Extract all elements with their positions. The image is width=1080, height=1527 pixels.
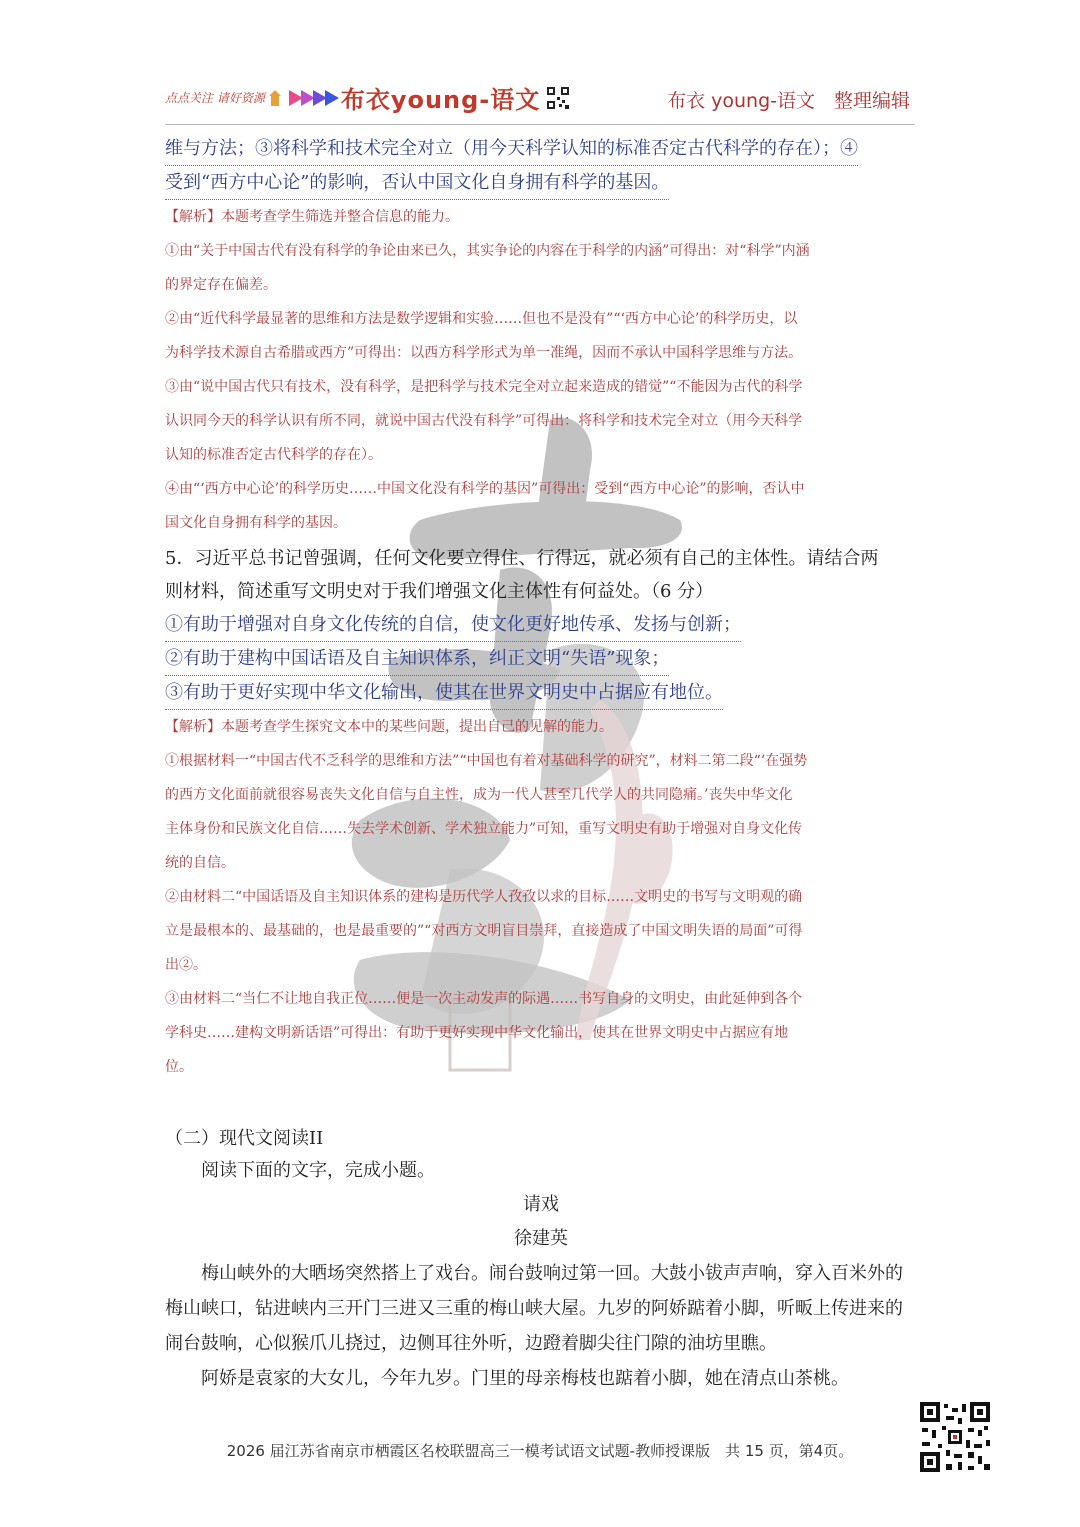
qr-code-icon — [546, 86, 570, 110]
qr-code-icon — [918, 1400, 992, 1474]
brand-logo: 布衣young-语文 — [340, 86, 541, 114]
story-title: 请戏 — [523, 1194, 559, 1215]
answer-line: ②有助于建构中国话语及自主知识体系，纠正文明“失语”现象； — [165, 642, 669, 676]
section-instruction: 阅读下面的文字，完成小题。 — [201, 1160, 435, 1181]
analysis-line: 主体身份和民族文化自信……失去学术创新、学术独立能力”可知，重写文明史有助于增强对自身文化传 — [165, 821, 803, 837]
analysis-line: ①根据材料一“中国古代不乏科学的思维和方法”“中国也有着对基础科学的研究”，材料二第二段“‘在强势 — [165, 753, 808, 769]
story-author: 徐建英 — [514, 1228, 568, 1249]
answer-q5 — [165, 608, 917, 710]
header-editor-credit: 布衣 young-语文 整理编辑 — [667, 90, 910, 112]
analysis-line: 认知的标准否定古代科学的存在）。 — [165, 447, 382, 463]
analysis-line: ①由“关于中国古代有没有科学的争论由来已久，其实争论的内容在于科学的内涵”可得出：对“科学”内涵 — [165, 243, 810, 259]
analysis-line: 学科史……建构文明新话语”可得出：有助于更好实现中华文化输出，使其在世界文明史中占据应有地 — [165, 1025, 789, 1041]
analysis-q5 — [165, 710, 917, 1084]
follow-text: 点点关注 请好资源 — [165, 91, 265, 105]
analysis-line: 立是最根本的、最基础的，也是最重要的”“对西方文明盲目崇拜，直接造成了中国文明失语的局面”可得 — [165, 923, 803, 939]
question-5 — [165, 542, 917, 608]
analysis-line: ③由材料二“当仁不让地自我正位……便是一次主动发声的际遇……书写自身的文明史，由此延伸到各个 — [165, 991, 803, 1007]
page-header — [165, 80, 925, 124]
analysis-line: 认识同今天的科学认识有所不同，就说中国古代没有科学”可得出：将科学和技术完全对立（用今天科学 — [165, 413, 803, 429]
analysis-q4 — [165, 200, 917, 540]
answer-line: 受到“西方中心论”的影响，否认中国文化自身拥有科学的基因。 — [165, 166, 669, 200]
answer-line: ①有助于增强对自身文化传统的自信，使文化更好地传承、发扬与创新； — [165, 608, 741, 642]
analysis-line: ④由“‘西方中心论’的科学历史……中国文化没有科学的基因”可得出：受到“西方中心论”的影响，否认中 — [165, 481, 805, 497]
analysis-line: 国文化自身拥有科学的基因。 — [165, 515, 347, 531]
page-content — [165, 132, 917, 1084]
page-footer: 2026 届江苏省南京市栖霞区名校联盟高三一模考试语文试题-教师授课版 共 15 页，第4页。 — [226, 1442, 854, 1460]
analysis-heading: 【解析】本题考查学生探究文本中的某些问题，提出自己的见解的能力。 — [165, 719, 613, 735]
analysis-line: ②由材料二“中国话语及自主知识体系的建构是历代学人孜孜以求的目标……文明史的书写与文明观的确 — [165, 889, 803, 905]
reading-section-2 — [165, 1124, 917, 1396]
analysis-line: ③由“说中国古代只有技术，没有科学，是把科学与技术完全对立起来造成的错觉”“不能因为古代的科学 — [165, 379, 803, 395]
answer-q4 — [165, 132, 917, 200]
analysis-line: 的西方文化面前就很容易丧失文化自信与自主性，成为一代人甚至几代学人的共同隐痛。’丧失中华文化 — [165, 787, 793, 803]
house-icon — [268, 89, 282, 107]
answer-line: ③有助于更好实现中华文化输出，使其在世界文明史中占据应有地位。 — [165, 676, 723, 710]
analysis-line: 统的自信。 — [165, 855, 235, 871]
question-line: 则材料，简述重写文明史对于我们增强文化主体性有何益处。（6 分） — [165, 581, 714, 602]
analysis-line: 为科学技术源自古希腊或西方”可得出：以西方科学形式为单一准绳，因而不承认中国科学思维与方法。 — [165, 345, 803, 361]
header-brand — [165, 80, 570, 115]
arrow-icon — [289, 90, 337, 106]
section-title: （二）现代文阅读II — [165, 1128, 324, 1149]
analysis-heading: 【解析】本题考查学生筛选并整合信息的能力。 — [165, 209, 459, 225]
story-paragraph: 阿娇是袁家的大女儿，今年九岁。门里的母亲梅枝也踮着小脚，她在清点山茶桃。 — [201, 1368, 849, 1389]
analysis-line: 位。 — [165, 1059, 193, 1075]
analysis-line: 出②。 — [165, 957, 207, 973]
analysis-line: ②由“近代科学最显著的思维和方法是数学逻辑和实验……但也不是没有”“‘西方中心论’的科学历史，以 — [165, 311, 798, 327]
analysis-line: 的界定存在偏差。 — [165, 277, 277, 293]
answer-line: 维与方法；③将科学和技术完全对立（用今天科学认知的标准否定古代科学的存在）；④ — [165, 132, 858, 166]
header-divider — [165, 124, 915, 125]
question-line: 5．习近平总书记曾强调，任何文化要立得住、行得远，就必须有自己的主体性。请结合两 — [165, 548, 879, 569]
story-paragraph: 梅山峡外的大晒场突然搭上了戏台。闹台鼓响过第一回。大鼓小钹声声响，穿入百米外的梅山峡口，钻进峡内三开门三进又三重的梅山峡大屋。九岁的阿娇踮着小脚，听畈上传进来的闹台鼓响，心似猴爪儿挠过，边侧耳往外听，边蹬着脚尖往门隙的油坊里瞧。 — [165, 1263, 903, 1354]
